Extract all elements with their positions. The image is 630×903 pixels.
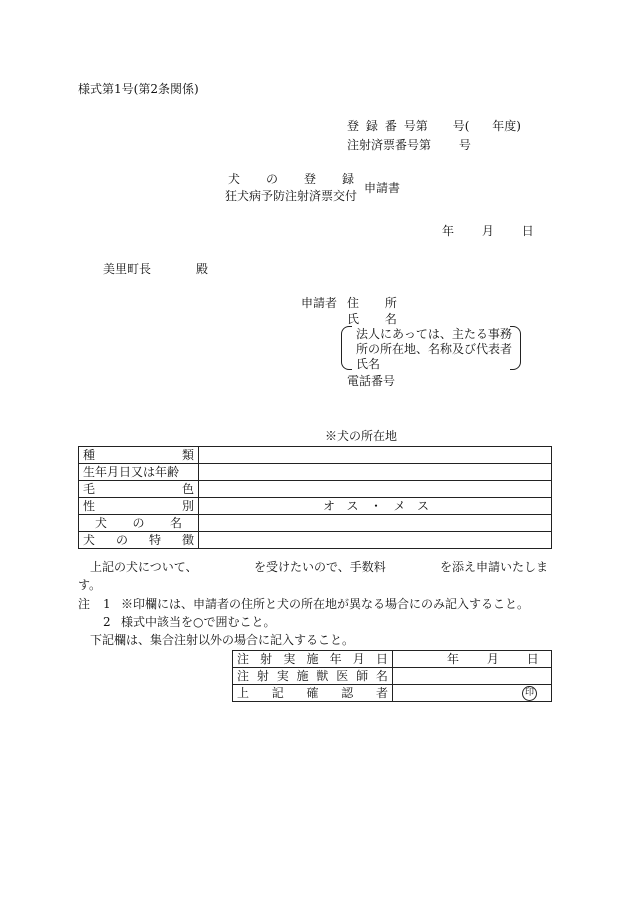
name-char-2: 名: [384, 312, 397, 326]
inj-day: 日: [526, 652, 539, 666]
note-2-text: 様式中該当を○で囲むこと。: [121, 615, 276, 629]
inj-month: 月: [486, 652, 499, 666]
row-label-sex: 性 別: [79, 498, 199, 515]
title-char: 登: [303, 172, 316, 186]
table-row: [79, 464, 552, 481]
registration-number-line: [347, 120, 521, 132]
breed-value[interactable]: [199, 447, 552, 464]
reg-char-1: 登: [347, 119, 360, 133]
table-row: [79, 447, 552, 464]
addressee: 美里町長: [103, 262, 152, 276]
inj-year: 年: [447, 652, 460, 666]
table-row: [233, 685, 552, 702]
reg-char-3: 番: [384, 119, 397, 133]
title-char: の: [265, 172, 278, 186]
table-row: [233, 668, 552, 685]
sex-female-char-1: メ: [393, 499, 406, 513]
table-row: [79, 532, 552, 549]
statement-part-2: を受けたいので、手数料: [254, 560, 386, 574]
table-row: [79, 481, 552, 498]
left-parenthesis: [341, 326, 352, 370]
table-row: [233, 651, 552, 668]
row-label-confirmer: 上 記 確 認 者: [233, 685, 393, 702]
row-label-veterinarian: 注 射 実 施 獣 医 師 名: [233, 668, 393, 685]
corp-note-line-1: 法人にあっては、主たる事務: [356, 327, 512, 341]
features-value[interactable]: [199, 532, 552, 549]
title-char: 録: [341, 172, 354, 186]
row-label-dog-name: 犬 の 名: [79, 515, 199, 532]
coat-color-value[interactable]: [199, 481, 552, 498]
addr-char-2: 所: [384, 296, 397, 310]
date-month: 月: [481, 224, 494, 238]
note-1-text: ※印欄には、申請者の住所と犬の所在地が異なる場合にのみ記入すること。: [121, 597, 530, 611]
sex-separator: ・: [369, 499, 382, 513]
corp-note-line-3: 氏名: [356, 357, 381, 371]
addr-char-1: 住: [347, 296, 360, 310]
inj-label: 注射済票番号第: [347, 138, 432, 152]
inj-suffix: 号: [458, 138, 471, 152]
reg-char-6: 年度): [492, 119, 521, 133]
sex-male-char-2: ス: [346, 499, 359, 513]
injection-date-value[interactable]: [393, 651, 552, 668]
applicant-name-label: [347, 313, 397, 325]
date-day: 日: [521, 224, 534, 238]
injection-ticket-number-line: [347, 139, 471, 151]
row-label-birthdate: 生年月日又は年齢: [79, 464, 199, 481]
title-suffix: 申請書: [364, 181, 401, 195]
note-2-number: 2: [103, 615, 111, 629]
date-year: 年: [442, 224, 455, 238]
dog-location-label: ※犬の所在地: [325, 429, 398, 443]
birthdate-value[interactable]: [199, 464, 552, 481]
veterinarian-value[interactable]: [393, 668, 552, 685]
row-label-breed: 種 類: [79, 447, 199, 464]
reg-char-2: 録: [365, 119, 378, 133]
applicant-address-label: [347, 297, 397, 309]
row-label-features: 犬 の 特 徴: [79, 532, 199, 549]
statement-part-3: を添え申請いたしま: [440, 560, 549, 574]
table-row: [79, 498, 552, 515]
form-label: 様式第1号(第2条関係): [78, 82, 199, 96]
title-top: [228, 173, 354, 185]
statement-line-2: す。: [78, 578, 102, 592]
phone-label: 電話番号: [347, 374, 396, 388]
statement-part-1: 上記の犬について、: [90, 560, 198, 574]
row-label-injection-date: 注 射 実 施 年 月 日: [233, 651, 393, 668]
note-1-number: 1: [103, 597, 111, 611]
table-row: [79, 515, 552, 532]
application-date: [442, 225, 534, 237]
dog-info-table: [78, 446, 552, 549]
title-bottom: 狂犬病予防注射済票交付: [225, 189, 358, 203]
dog-name-value[interactable]: [199, 515, 552, 532]
sex-male-char-1: オ: [323, 499, 336, 513]
title-char: 犬: [228, 172, 241, 186]
applicant-label: 申請者: [301, 296, 338, 310]
sex-options[interactable]: [199, 498, 552, 515]
corp-note-line-2: 所の所在地、名称及び代表者: [356, 342, 513, 356]
honorific: 殿: [196, 262, 209, 276]
note-sub: 下記欄は、集合注射以外の場合に記入すること。: [90, 633, 355, 647]
sex-female-char-2: ス: [416, 499, 429, 513]
name-char-1: 氏: [347, 312, 360, 326]
reg-char-5: 号(: [452, 119, 470, 133]
notes-label: 注: [78, 597, 91, 611]
row-label-coat-color: 毛 色: [79, 481, 199, 498]
reg-char-4: 号第: [403, 119, 428, 133]
confirmer-value[interactable]: [393, 685, 552, 702]
injection-table: [232, 650, 552, 702]
seal-icon: 印: [522, 686, 537, 701]
